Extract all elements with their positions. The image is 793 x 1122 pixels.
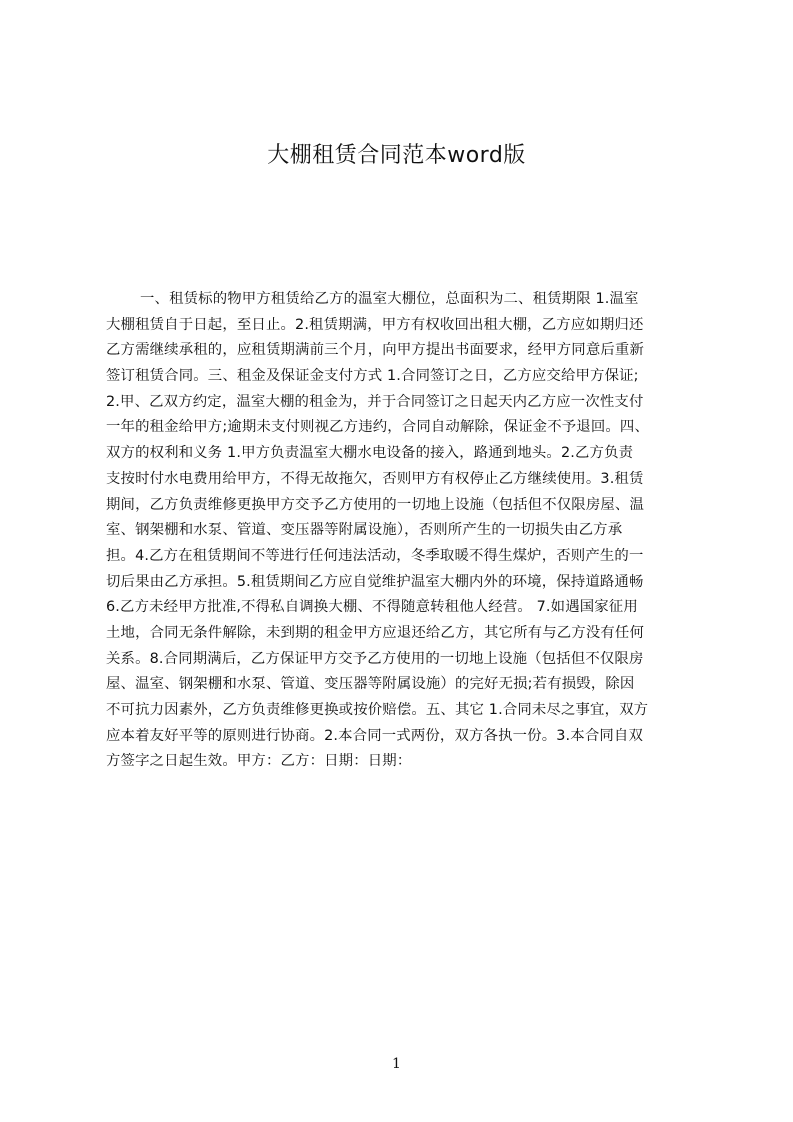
body-line: 期间，乙方负责维修更换甲方交予乙方使用的一切地上设施（包括但不仅限房屋、温: [106, 496, 645, 513]
contract-body: [106, 287, 698, 799]
body-line: 屋、温室、钢架棚和水泵、管道、变压器等附属设施）的完好无损;若有损毁，除因: [106, 676, 635, 693]
body-line: 一年的租金给甲方;逾期未支付则视乙方违约，合同自动解除，保证金不予退回。四、: [106, 419, 650, 436]
body-line: 土地，合同无条件解除，未到期的租金甲方应退还给乙方，其它所有与乙方没有任何: [106, 624, 645, 641]
body-line: 一、租赁标的物甲方租赁给乙方的温室大棚位，总面积为二、租赁期限 1.温室: [140, 291, 639, 307]
document-title: 大棚租赁合同范本word版: [267, 143, 526, 168]
body-line: 乙方需继续承租的，应租赁期满前三个月，向甲方提出书面要求，经甲方同意后重新: [106, 342, 645, 359]
body-line: 室、钢架棚和水泵、管道、变压器等附属设施），否则所产生的一切损失由乙方承: [106, 522, 623, 539]
body-line: 切后果由乙方承担。5.租赁期间乙方应自觉维护温室大棚内外的环境，保持道路通畅: [106, 573, 644, 590]
body-line: 双方的权利和义务 1.甲方负责温室大棚水电设备的接入，路通到地头。2.乙方负责: [106, 445, 634, 462]
body-line: 签订租赁合同。三、租金及保证金支付方式 1.合同签订之日，乙方应交给甲方保证;: [106, 368, 639, 385]
body-line: 2.甲、乙双方约定，温室大棚的租金为，并于合同签订之日起天内乙方应一次性支付: [106, 393, 644, 410]
body-line: 担。4.乙方在租赁期间不等进行任何违法活动，冬季取暖不得生煤炉，否则产生的一: [106, 547, 644, 564]
body-line: 6.乙方未经甲方批准,不得私自调换大棚、不得随意转租他人经营。 7.如遇国家征用: [106, 599, 638, 616]
body-line: 应本着友好平等的原则进行协商。2.本合同一式两份，双方各执一份。3.本合同自双: [106, 727, 643, 744]
body-line: 支按时付水电费用给甲方，不得无故拖欠，否则甲方有权停止乙方继续使用。3.租赁: [106, 470, 644, 487]
body-line: 方签字之日起生效。甲方：乙方：日期：日期：: [106, 753, 412, 770]
body-line: 关系。8.合同期满后，乙方保证甲方交予乙方使用的一切地上设施（包括但不仅限房: [106, 650, 644, 667]
page-number: 1: [392, 1056, 401, 1072]
body-line: 不可抗力因素外，乙方负责维修更换或按价赔偿。五、其它 1.合同未尽之事宜，双方: [106, 702, 649, 718]
body-line: 大棚租赁自于日起，至日止。2.租赁期满，甲方有权收回出租大棚，乙方应如期归还: [106, 316, 644, 333]
